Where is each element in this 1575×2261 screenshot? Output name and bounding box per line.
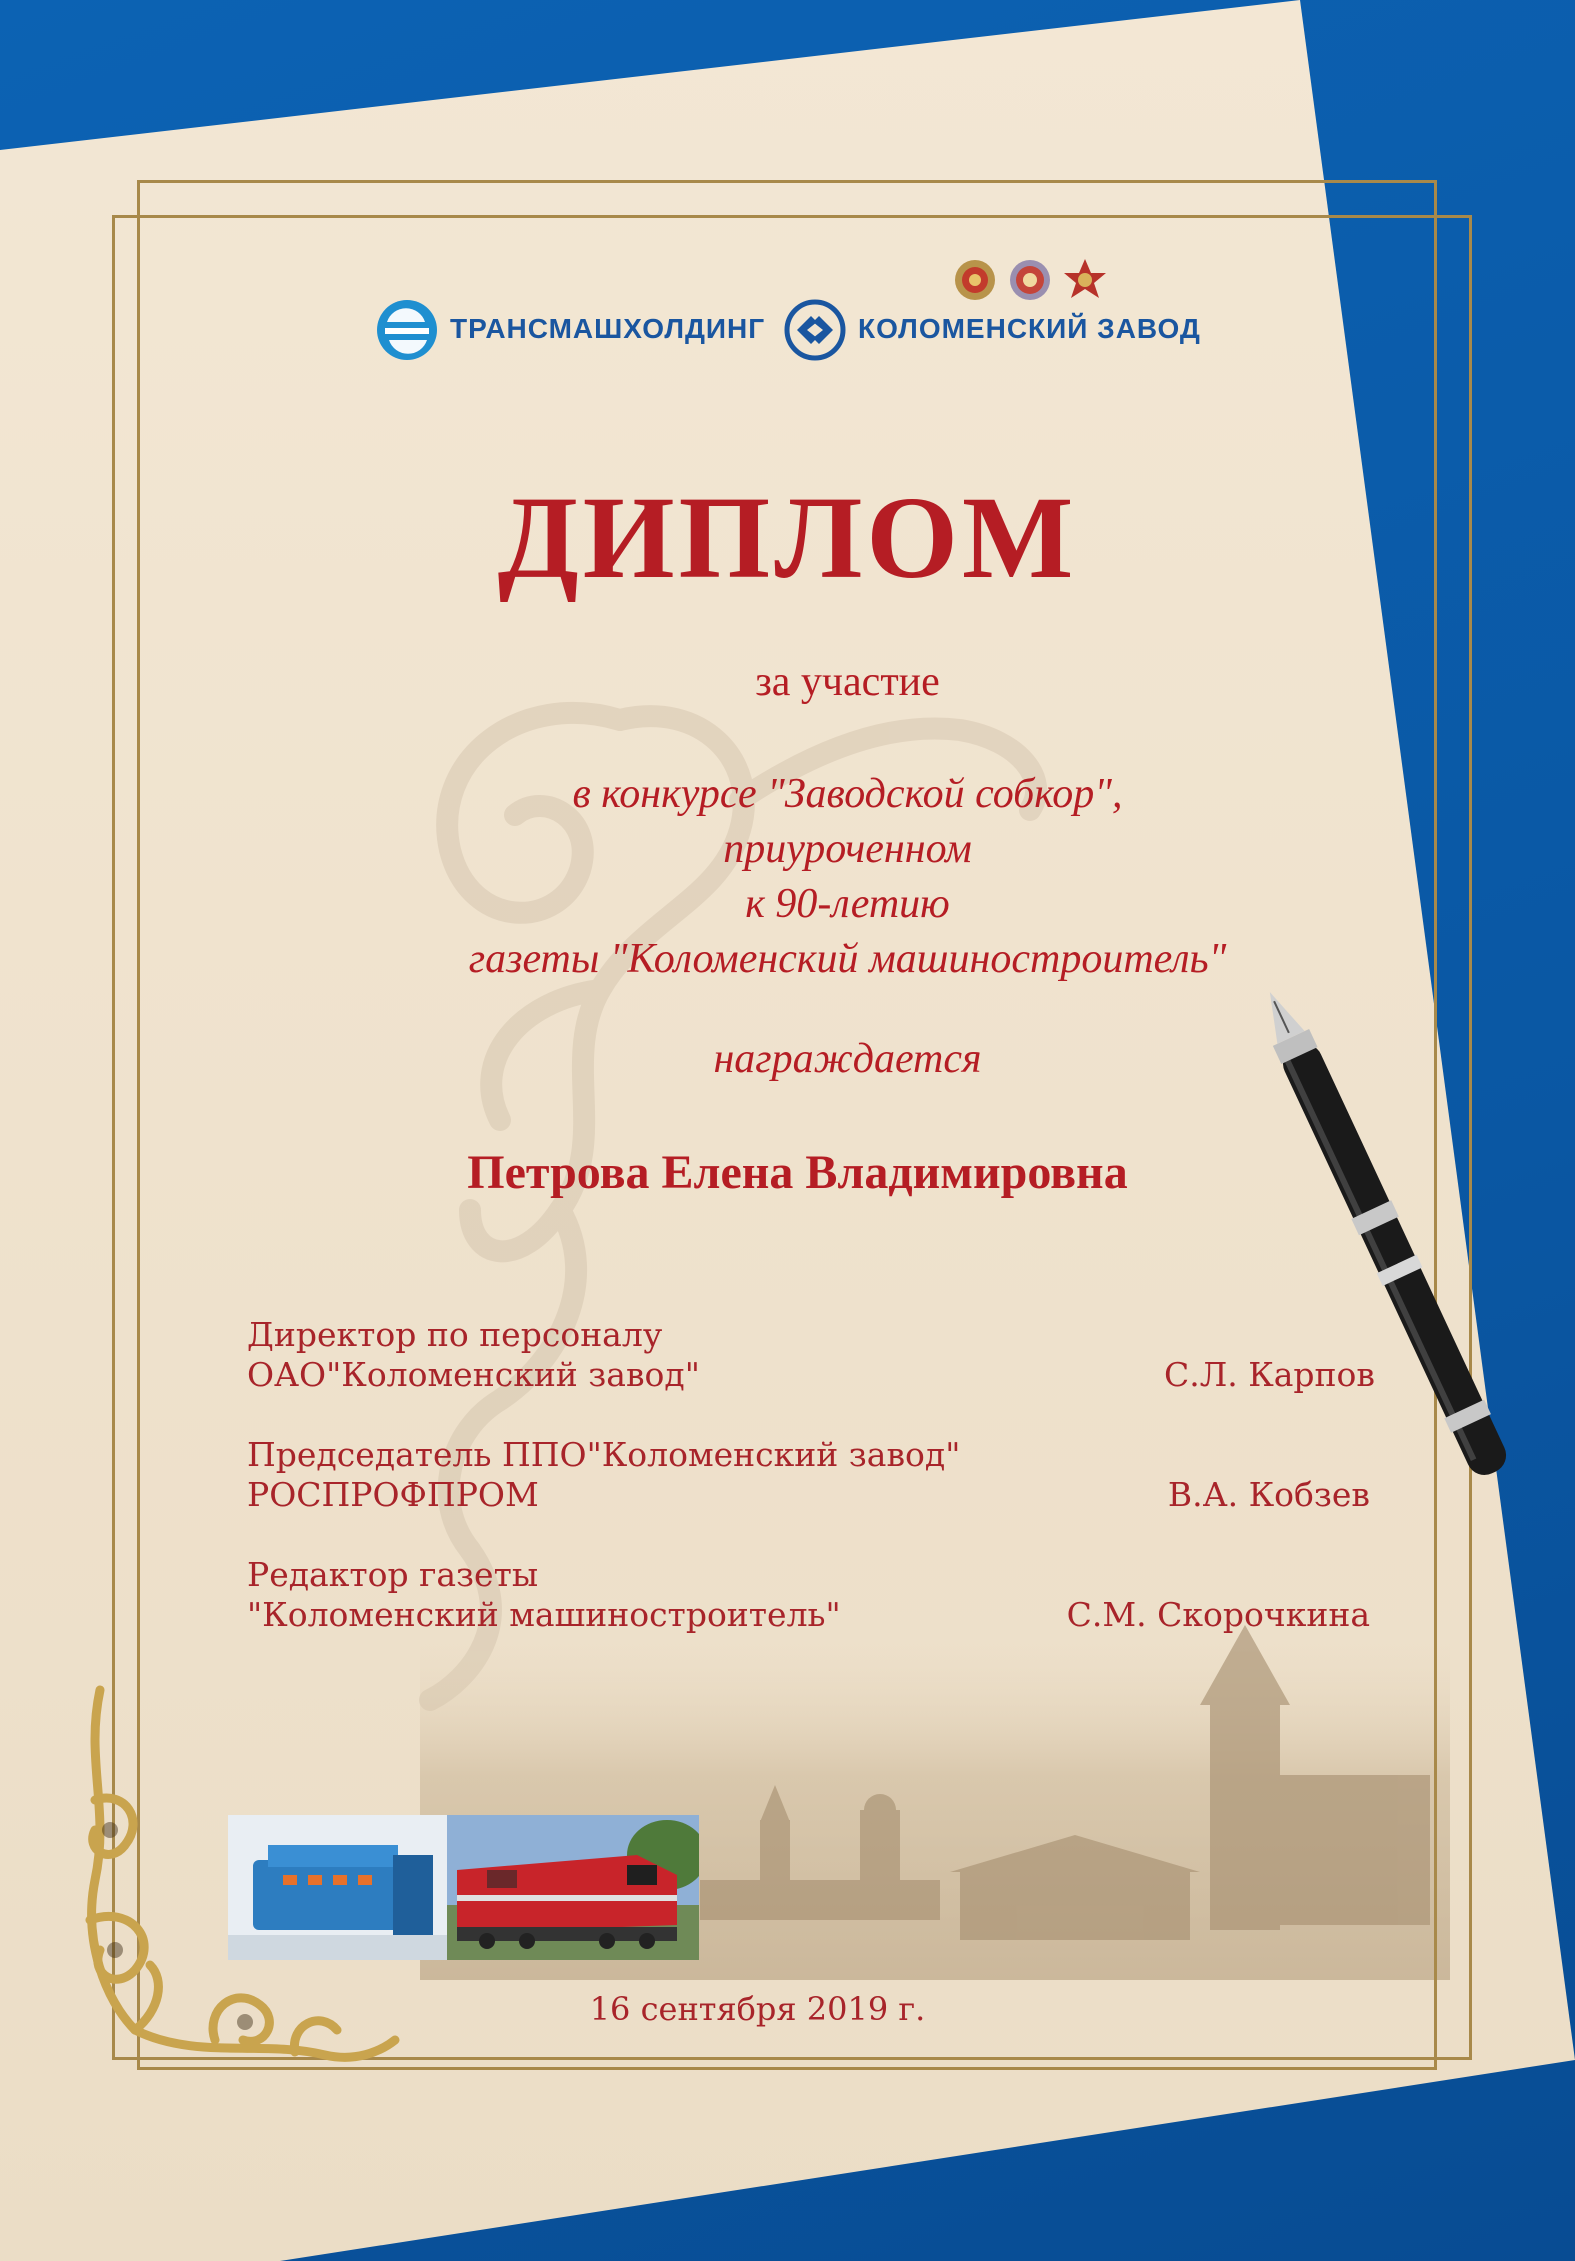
signatory-1-name: С.Л. Карпов [1163,1355,1375,1394]
locomotive-photo [447,1815,699,1960]
signatory-2-name: В.А. Кобзев [1167,1475,1370,1514]
signatory-3-role [247,1555,841,1635]
signatory-3-role-line2: "Коломенский машиностроитель" [247,1595,841,1634]
award-date: 16 сентября 2019 г. [589,1990,926,2028]
kolomna-plant-logo-icon [783,298,847,362]
gold-corner-ornament-icon [65,1680,405,2080]
fountain-pen-icon [1250,965,1530,1525]
signatory-1-role-line1: Директор по персоналу [247,1315,663,1354]
anniversary-line: к 90-летию [745,881,950,927]
awarded-line: награждается [713,1036,982,1082]
signatory-2-role [247,1435,960,1515]
participation-line: за участие [755,659,940,705]
signatory-2-role-line1: Председатель ППО"Коломенский завод" [247,1435,961,1474]
signatory-3-name: С.М. Скорочкина [1066,1595,1370,1634]
transmashholding-logo-icon [375,298,439,362]
signatory-2-role-line2: РОСПРОФПРОМ [247,1475,539,1514]
signatory-1-role [247,1315,700,1395]
kolomna-plant-logo-text: КОЛОМЕНСКИЙ ЗАВОД [858,313,1201,344]
diploma-title: ДИПЛОМ [497,472,1078,603]
contest-line: в конкурсе "Заводской собкор", [572,771,1123,817]
signatory-3-role-line1: Редактор газеты [247,1555,539,1594]
timed-line: приуроченном [723,826,972,872]
recipient-name: Петрова Елена Владимировна [467,1146,1128,1199]
orders-medals-icon [950,255,1110,305]
transmashholding-logo-text: ТРАНСМАШХОЛДИНГ [450,313,766,344]
signatory-1-role-line2: ОАО"Коломенский завод" [247,1355,700,1394]
newspaper-line: газеты "Коломенский машиностроитель" [468,936,1227,982]
